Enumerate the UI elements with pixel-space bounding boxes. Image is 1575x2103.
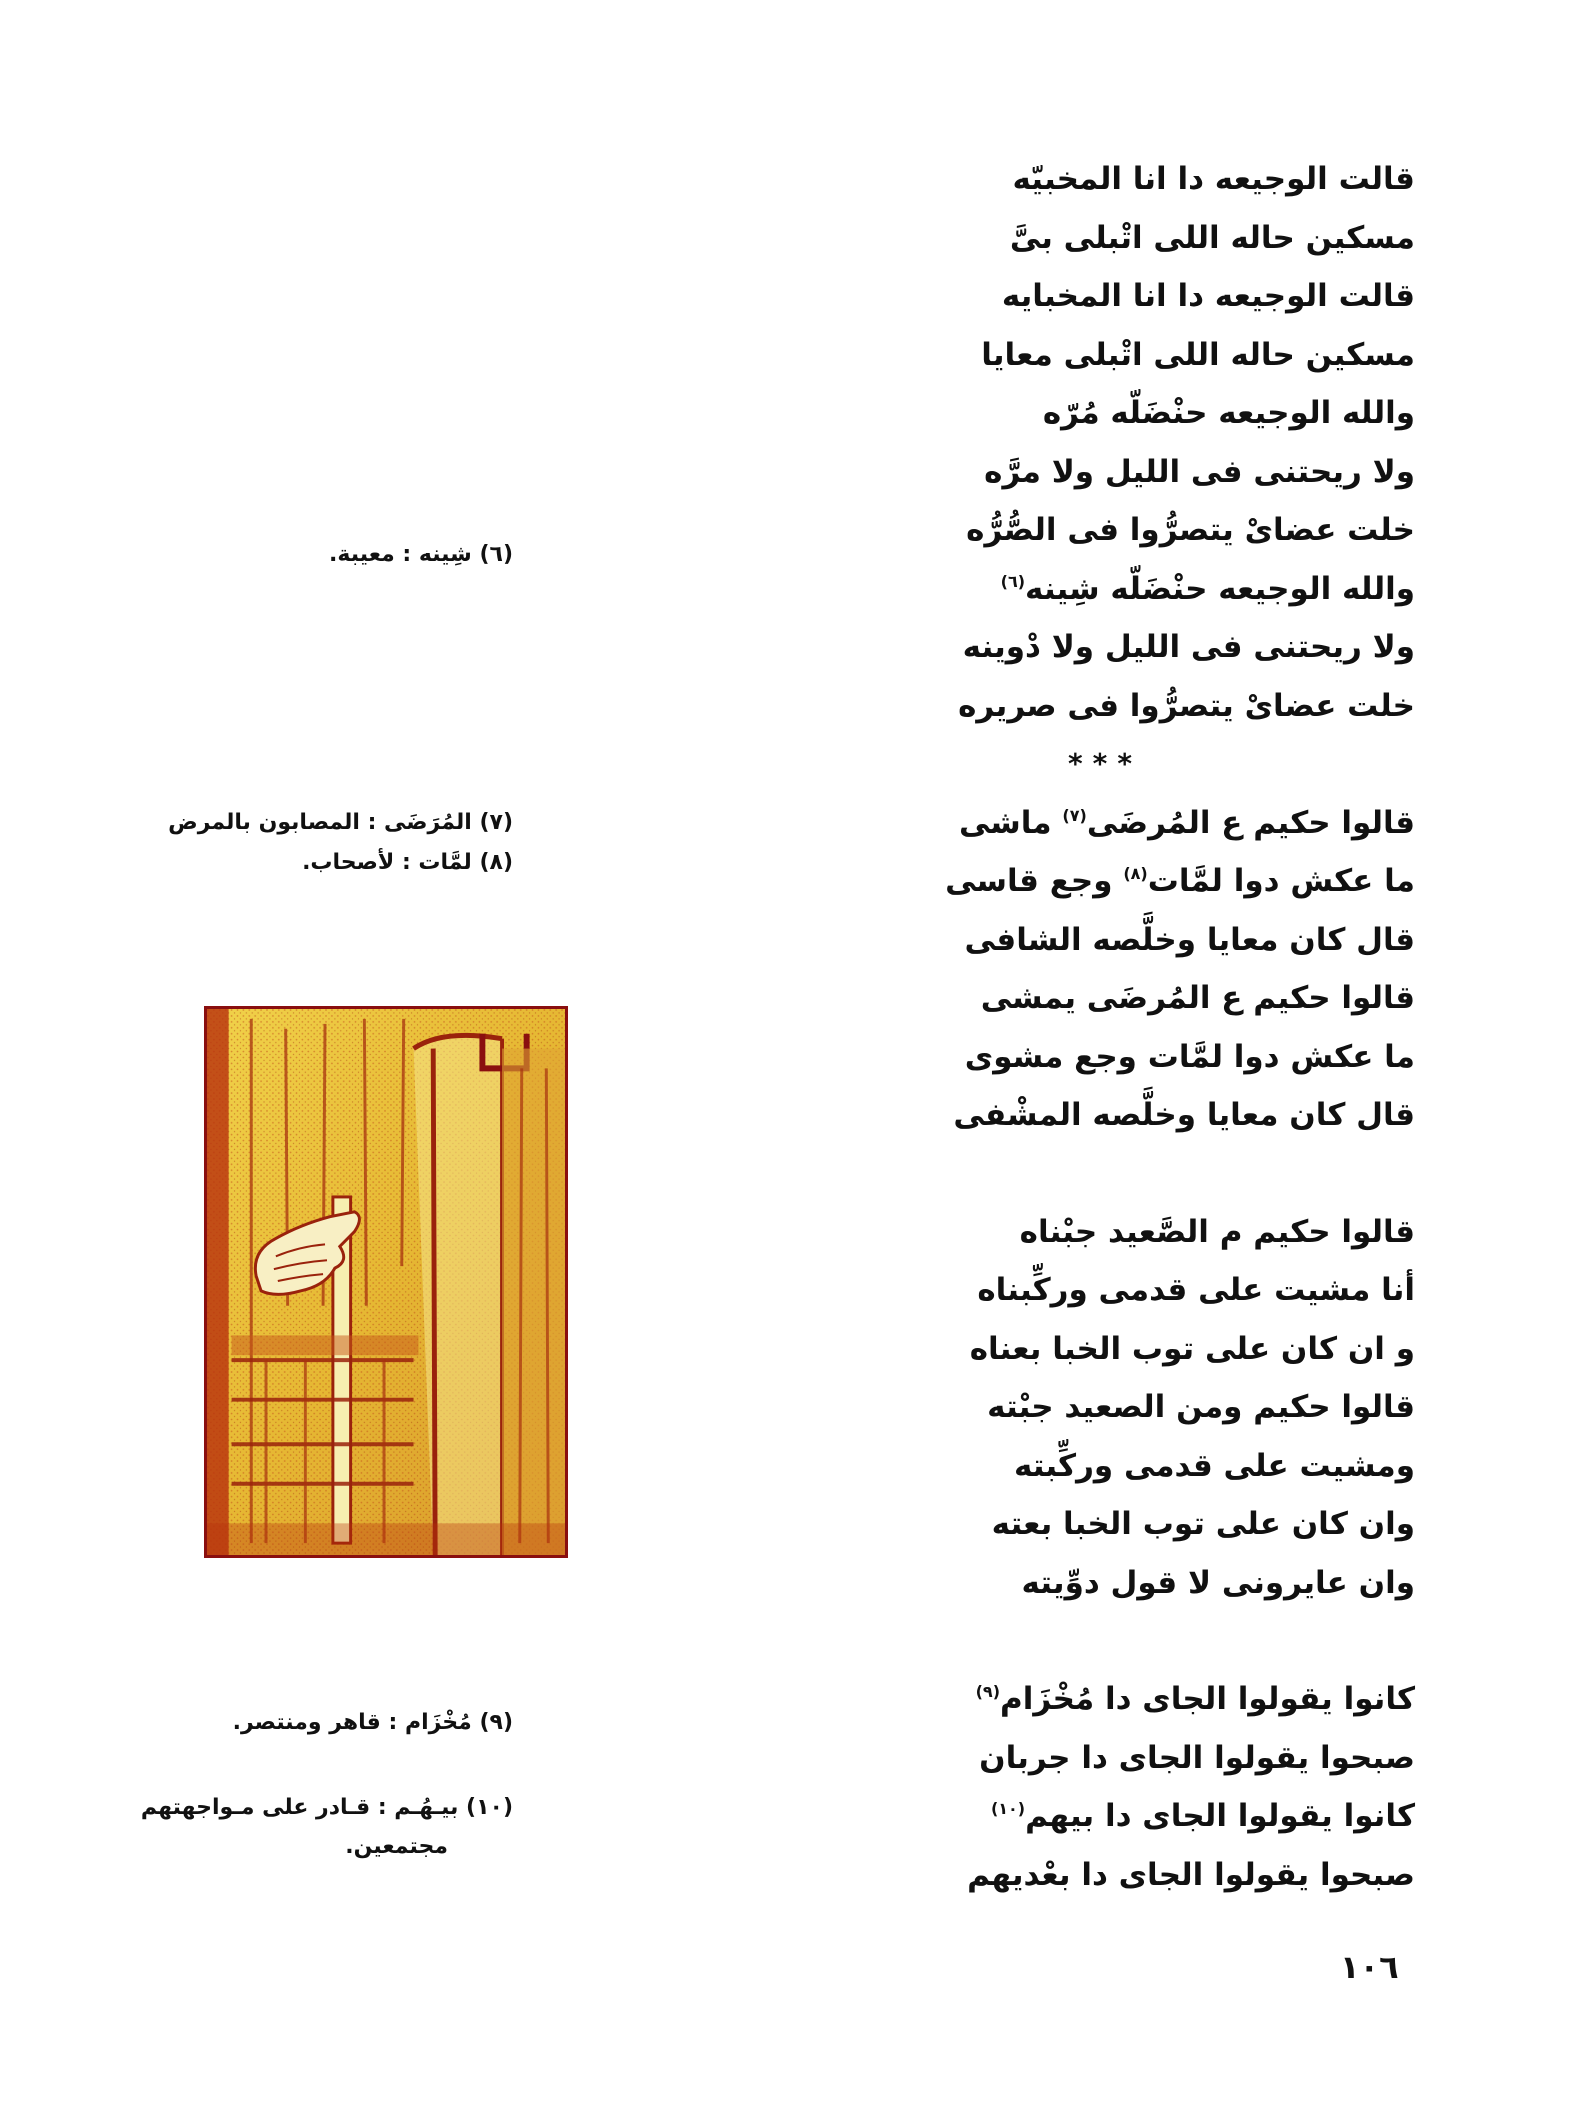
poem-column	[895, 150, 1415, 1904]
poem-line: خلت عضاىْ يتصرُّوا فى الصُّرُّه	[966, 512, 1415, 548]
poem-line: أنا مشيت على قدمى وركِّبناه	[977, 1272, 1415, 1308]
door-hand-illustration	[204, 1006, 568, 1558]
footnote-marker: (٩)	[975, 1682, 1000, 1701]
footnote-8: (٨) لمَّات : لأصحاب.	[302, 850, 513, 875]
poem-line-text: والله الوجيعه حنْضَلّه شِينه	[1025, 570, 1415, 607]
poem-line-with-footnote	[895, 1787, 1415, 1846]
poem-line-with-footnote	[895, 852, 1415, 911]
footnote-marker: (٦)	[1000, 571, 1026, 591]
poem-line-text: كانوا يقولوا الجاى دا مُخْزَام	[1000, 1681, 1415, 1717]
poem-line: مسكين حاله اللى اتْبلى معايا	[981, 336, 1415, 373]
poem-line: قالت الوجيعه دا انا المخبايه	[1001, 278, 1415, 314]
poem-line: ولا ريحتنى فى الليل ولا دْوينه	[962, 629, 1415, 665]
footnote-marker: (٨)	[1123, 864, 1148, 883]
poem-line-text: قالوا حكيم ع المُرضَى	[1086, 804, 1415, 841]
poem-line-text: كانوا يقولوا الجاى دا بيهم	[1025, 1798, 1415, 1834]
footnote-marker: (١٠)	[990, 1799, 1026, 1818]
poem-line-with-footnote	[895, 1670, 1415, 1729]
footnote-6: (٦) شِينه : معيبة.	[329, 542, 513, 567]
poem-line: قالوا حكيم م الصَّعيد جبْناه	[1019, 1213, 1415, 1250]
illustration-drawing	[207, 1009, 565, 1555]
poem-line-text: وجع قاسى	[945, 863, 1124, 899]
stanza-separator: ***	[1068, 747, 1142, 780]
page-number: ١٠٦	[1340, 1948, 1399, 1986]
poem-line-with-footnote	[895, 794, 1415, 853]
poem-line: قال كان معايا وخلَّصه المشْفى	[953, 1097, 1415, 1133]
footnote-7: (٧) المُرَضَى : المصابون بالمرض	[168, 810, 513, 835]
poem-line: وان كان على توب الخبا بعته	[991, 1506, 1415, 1542]
poem-line: قال كان معايا وخلَّصه الشافى	[964, 921, 1415, 958]
poem-line: و ان كان على توب الخبا بعناه	[969, 1330, 1415, 1367]
poem-line-text: ماشى	[958, 804, 1063, 841]
footnote-marker: (٧)	[1062, 805, 1087, 825]
poem-line: مسكين حاله اللى اتْبلى بىَّ	[1009, 219, 1415, 256]
poem-line: ولا ريحتنى فى الليل ولا مرَّه	[984, 453, 1415, 490]
poem-line: صبحوا يقولوا الجاى دا جربان	[979, 1739, 1415, 1776]
poem-line: قالوا حكيم ومن الصعيد جبْته	[987, 1389, 1415, 1425]
poem-line: قالوا حكيم ع المُرضَى يمشى	[980, 980, 1415, 1016]
stanza-gap	[895, 1612, 1415, 1670]
stanza-gap	[895, 1145, 1415, 1203]
footnote-10: (١٠) بيـهُـم : قـادر على مـواجهتهم	[140, 1795, 513, 1820]
poem-line: والله الوجيعه حنْضَلّه مُرّه	[1042, 395, 1415, 431]
poem-line: ما عكش دوا لمَّات وجع مشوى	[964, 1038, 1415, 1075]
poem-line: قالت الوجيعه دا انا المخبيّه	[1012, 161, 1415, 197]
poem-line: خلت عضاىْ يتصرُّوا فى صريره	[958, 687, 1415, 724]
poem-line: ومشيت على قدمى وركِّبته	[1013, 1447, 1415, 1484]
poem-line: صبحوا يقولوا الجاى دا بعْديهم	[967, 1856, 1415, 1893]
poem-line-text: ما عكش دوا لمَّات	[1147, 863, 1415, 899]
poem-line-with-footnote	[895, 560, 1415, 619]
footnote-9: (٩) مُخْزَام : قاهر ومنتصر.	[232, 1710, 513, 1735]
footnote-10-continued: مجتمعين.	[345, 1834, 448, 1859]
poem-line: وان عايرونى لا قول دوِّيته	[1021, 1564, 1415, 1601]
